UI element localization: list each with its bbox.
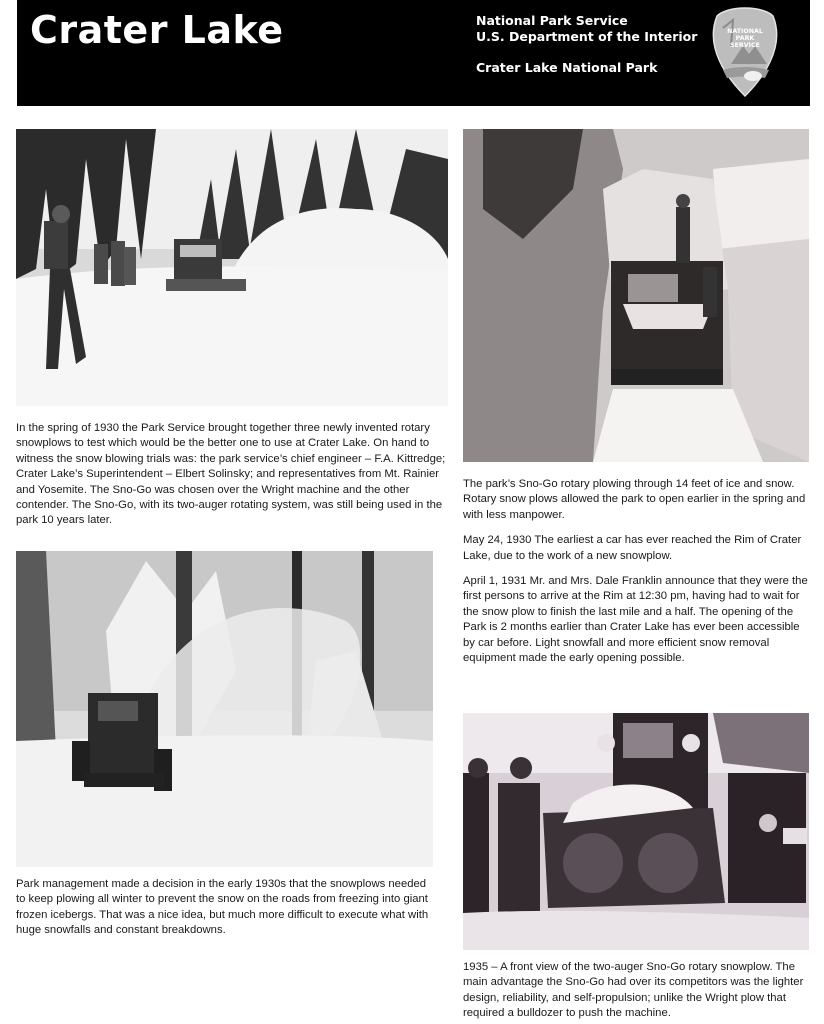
department-name: U.S. Department of the Interior — [476, 29, 698, 44]
nps-arrowhead-logo — [709, 6, 781, 98]
caption-sno-go-front-view — [463, 960, 809, 1022]
agency-block — [476, 13, 697, 45]
caption-trials-text: In the spring of 1930 the Park Service brought together three newly invented rotary snowplows to test which would be the better one to use at Crater Lake. On hand to witness the snow blowing trials was: the park service’s chief engineer – F.A. Kittredge; Crater Lake’s Superintendent – Elbert Solinsky; and representatives from Mt. Rainier and Yosemite. The Sno-Go was chosen over the Wright machine and the other contender. The Sno-Go, with its two-auger rotating system, was still being used in the park 10 years later. — [16, 422, 446, 527]
photo-sno-go-snow-canyon — [463, 129, 809, 462]
header-banner — [17, 0, 810, 106]
caption-snowblowing-trials — [16, 421, 448, 529]
caption-may-1930: May 24, 1930 The earliest a car has ever reached the Rim of Crater Lake, due to the work of a new snowplow. — [463, 534, 802, 562]
badge-text-line1: NATIONAL — [727, 28, 763, 35]
caption-sno-go-column — [463, 477, 809, 666]
park-name: Crater Lake National Park — [476, 60, 658, 75]
photo-winter-plowing — [16, 551, 433, 867]
caption-front-view-text: 1935 – A front view of the two-auger Sno-Go rotary snowplow. The main advantage the Sno-Go had over its competitors was the lighter design, reliability, and self-propulsion; unlike the Wright plow that required a bulldozer to push the machine. — [463, 961, 804, 1020]
agency-name: National Park Service — [476, 13, 628, 28]
page-title: Crater Lake — [30, 8, 284, 52]
photo-sno-go-front-view — [463, 713, 809, 950]
badge-text-line3: SERVICE — [730, 42, 760, 49]
caption-april-1931: April 1, 1931 Mr. and Mrs. Dale Franklin announce that they were the first persons to arrive at the Rim at 12:30 pm, having had to wait for the snow plow to finish the last mile and a half. The opening of the Park is 2 months earlier than Crater Lake has ever been accessible by car before. Light snowfall and more efficient snow removal equipment made the early opening possible. — [463, 575, 808, 665]
caption-winter-plowing — [16, 877, 433, 939]
caption-winter-text: Park management made a decision in the early 1930s that the snowplows needed to keep plowing all winter to prevent the snow on the roads from freezing into giant frozen icebergs. That was a nice idea, but much more difficult to execute what with huge snowfalls and constant breakdowns. — [16, 878, 429, 937]
caption-sno-go-text: The park’s Sno-Go rotary plowing through 14 feet of ice and snow. Rotary snow plows allowed the park to open earlier in the spring and with less manpower. — [463, 478, 806, 521]
photo-snowblowing-trials — [16, 129, 448, 406]
badge-text-line2: PARK — [735, 35, 755, 42]
